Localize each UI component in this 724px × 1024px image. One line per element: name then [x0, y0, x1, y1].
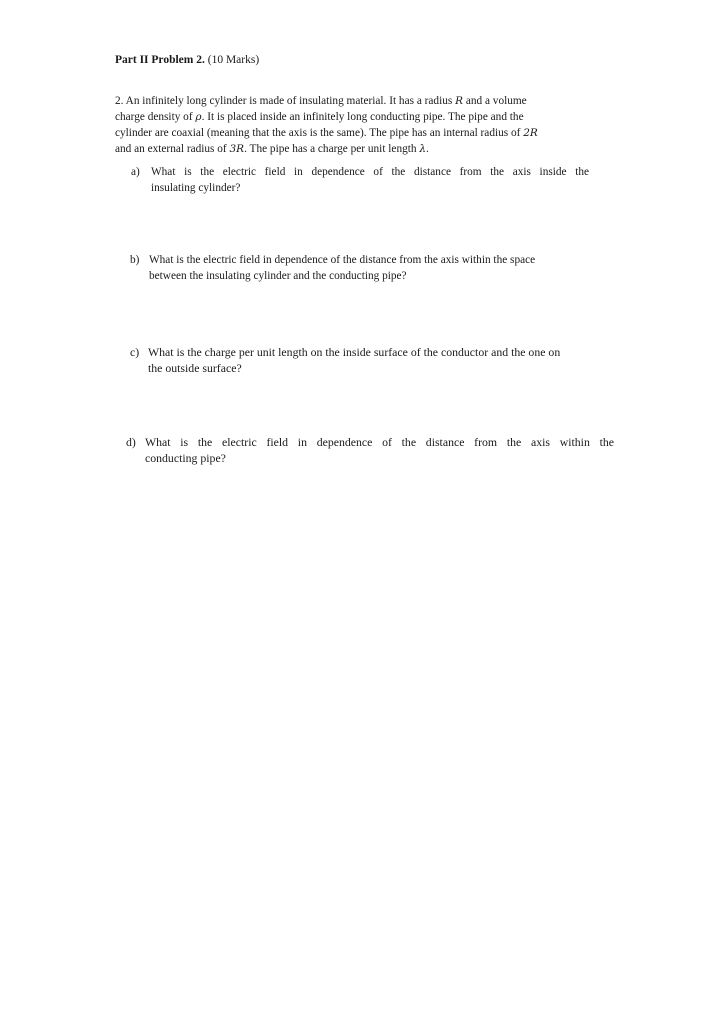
statement-line-4: and an external radius of 3R. The pipe has a charge per unit length λ. — [115, 143, 429, 155]
question-b-text: What is the electric field in dependence of the distance from the axis within the space between the insulating cylinder and the conducting pipe? — [149, 254, 536, 282]
symbol-3R: 3R — [229, 143, 245, 155]
symbol-lambda: λ — [419, 143, 427, 155]
statement-line-1: 2. An infinitely long cylinder is made of insulating material. It has a radius R and a volume — [115, 95, 527, 107]
question-c-text: What is the charge per unit length on the inside surface of the conductor and the one on the outside surface? — [148, 345, 561, 375]
question-a-text: What is the electric field in dependence of the distance from the axis inside the insulating cylinder? — [151, 166, 589, 194]
problem-heading — [115, 52, 259, 68]
problem-statement — [115, 93, 595, 157]
problem-marks: (10 Marks) — [207, 54, 260, 66]
statement-line-3: cylinder are coaxial (meaning that the axis is the same). The pipe has an internal radius of 2R — [115, 127, 538, 139]
problem-title: Part II Problem 2. — [115, 54, 205, 66]
question-a-marker: a) — [131, 166, 140, 178]
symbol-2R: 2R — [523, 127, 538, 139]
symbol-rho: ρ — [195, 111, 202, 123]
question-d-text: What is the electric field in dependence of the distance from the axis within the conducting pipe? — [145, 435, 614, 465]
symbol-R: R — [455, 95, 463, 107]
question-c-marker: c) — [130, 345, 140, 359]
question-d-marker: d) — [126, 435, 136, 449]
question-b-marker: b) — [130, 254, 140, 266]
statement-line-2: charge density of ρ. It is placed inside an infinitely long conducting pipe. The pipe and the — [115, 111, 524, 123]
